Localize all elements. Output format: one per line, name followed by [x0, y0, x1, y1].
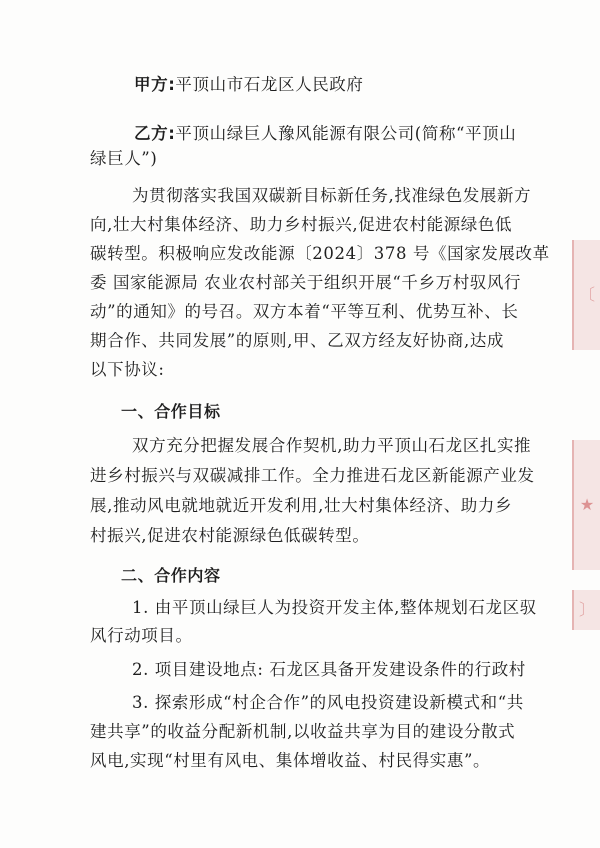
seal-star-icon: ★ [572, 440, 600, 570]
preamble-line: 委 国家能源局 农业农村部关于组织开展“千乡万村驭风行 [90, 273, 522, 292]
party-b-label: 乙方: [134, 124, 176, 143]
section2-item3-line: 风电,实现“村里有风电、集体增收益、村民得实惠”。 [90, 751, 491, 770]
preamble-line: 碳转型。积极响应发改能源〔2024〕378 号《国家发展改革 [90, 244, 550, 263]
section1-line: 进乡村振兴与双碳减排工作。全力推进石龙区新能源产业发 [90, 466, 535, 485]
party-a-line [134, 75, 600, 95]
preamble-line: 以下协议: [90, 360, 165, 379]
section1-line: 村振兴,促进农村能源绿色低碳转型。 [90, 526, 370, 545]
preamble-line: 向,壮大村集体经济、助力乡村振兴,促进农村能源绿色低 [90, 215, 513, 234]
section2-item3-line: 3. 探索形成“村企合作”的风电投资建设新模式和“共 [132, 693, 524, 712]
seal-fragment: 〔 [572, 240, 600, 350]
section1-line: 展,推动风电就地就近开发利用,壮大村集体经济、助力乡 [90, 496, 513, 515]
section2-item3-line: 建共享”的收益分配新机制,以收益共享为目的建设分散式 [90, 722, 516, 741]
party-a-label: 甲方: [134, 75, 176, 94]
section1-heading: 一、合作目标 [121, 402, 221, 421]
preamble-line: 期合作、共同发展”的原则,甲、乙双方经友好协商,达成 [90, 331, 505, 350]
section1-line: 双方充分把握发展合作契机,助力平顶山石龙区扎实推 [132, 436, 532, 455]
party-b-line [134, 124, 600, 144]
party-b-name-line1: 平顶山绿巨人豫风能源有限公司(简称“平顶山 [175, 124, 517, 143]
seal-fragment: 〕 [572, 590, 600, 630]
party-b-name-line2: 绿巨人”) [90, 149, 158, 168]
preamble-line: 动”的通知》的号召。双方本着“平等互利、优势互补、长 [90, 302, 519, 321]
section2-heading: 二、合作内容 [121, 566, 221, 585]
section2-item1-line: 风行动项目。 [90, 626, 193, 645]
section2-item2-line: 2. 项目建设地点: 石龙区具备开发建设条件的行政村 [132, 660, 526, 679]
section2-item1-line: 1. 由平顶山绿巨人为投资开发主体,整体规划石龙区驭 [132, 598, 537, 617]
party-a-name: 平顶山市石龙区人民政府 [175, 75, 364, 94]
preamble-line: 为贯彻落实我国双碳新目标新任务,找准绿色发展新方 [132, 186, 532, 205]
